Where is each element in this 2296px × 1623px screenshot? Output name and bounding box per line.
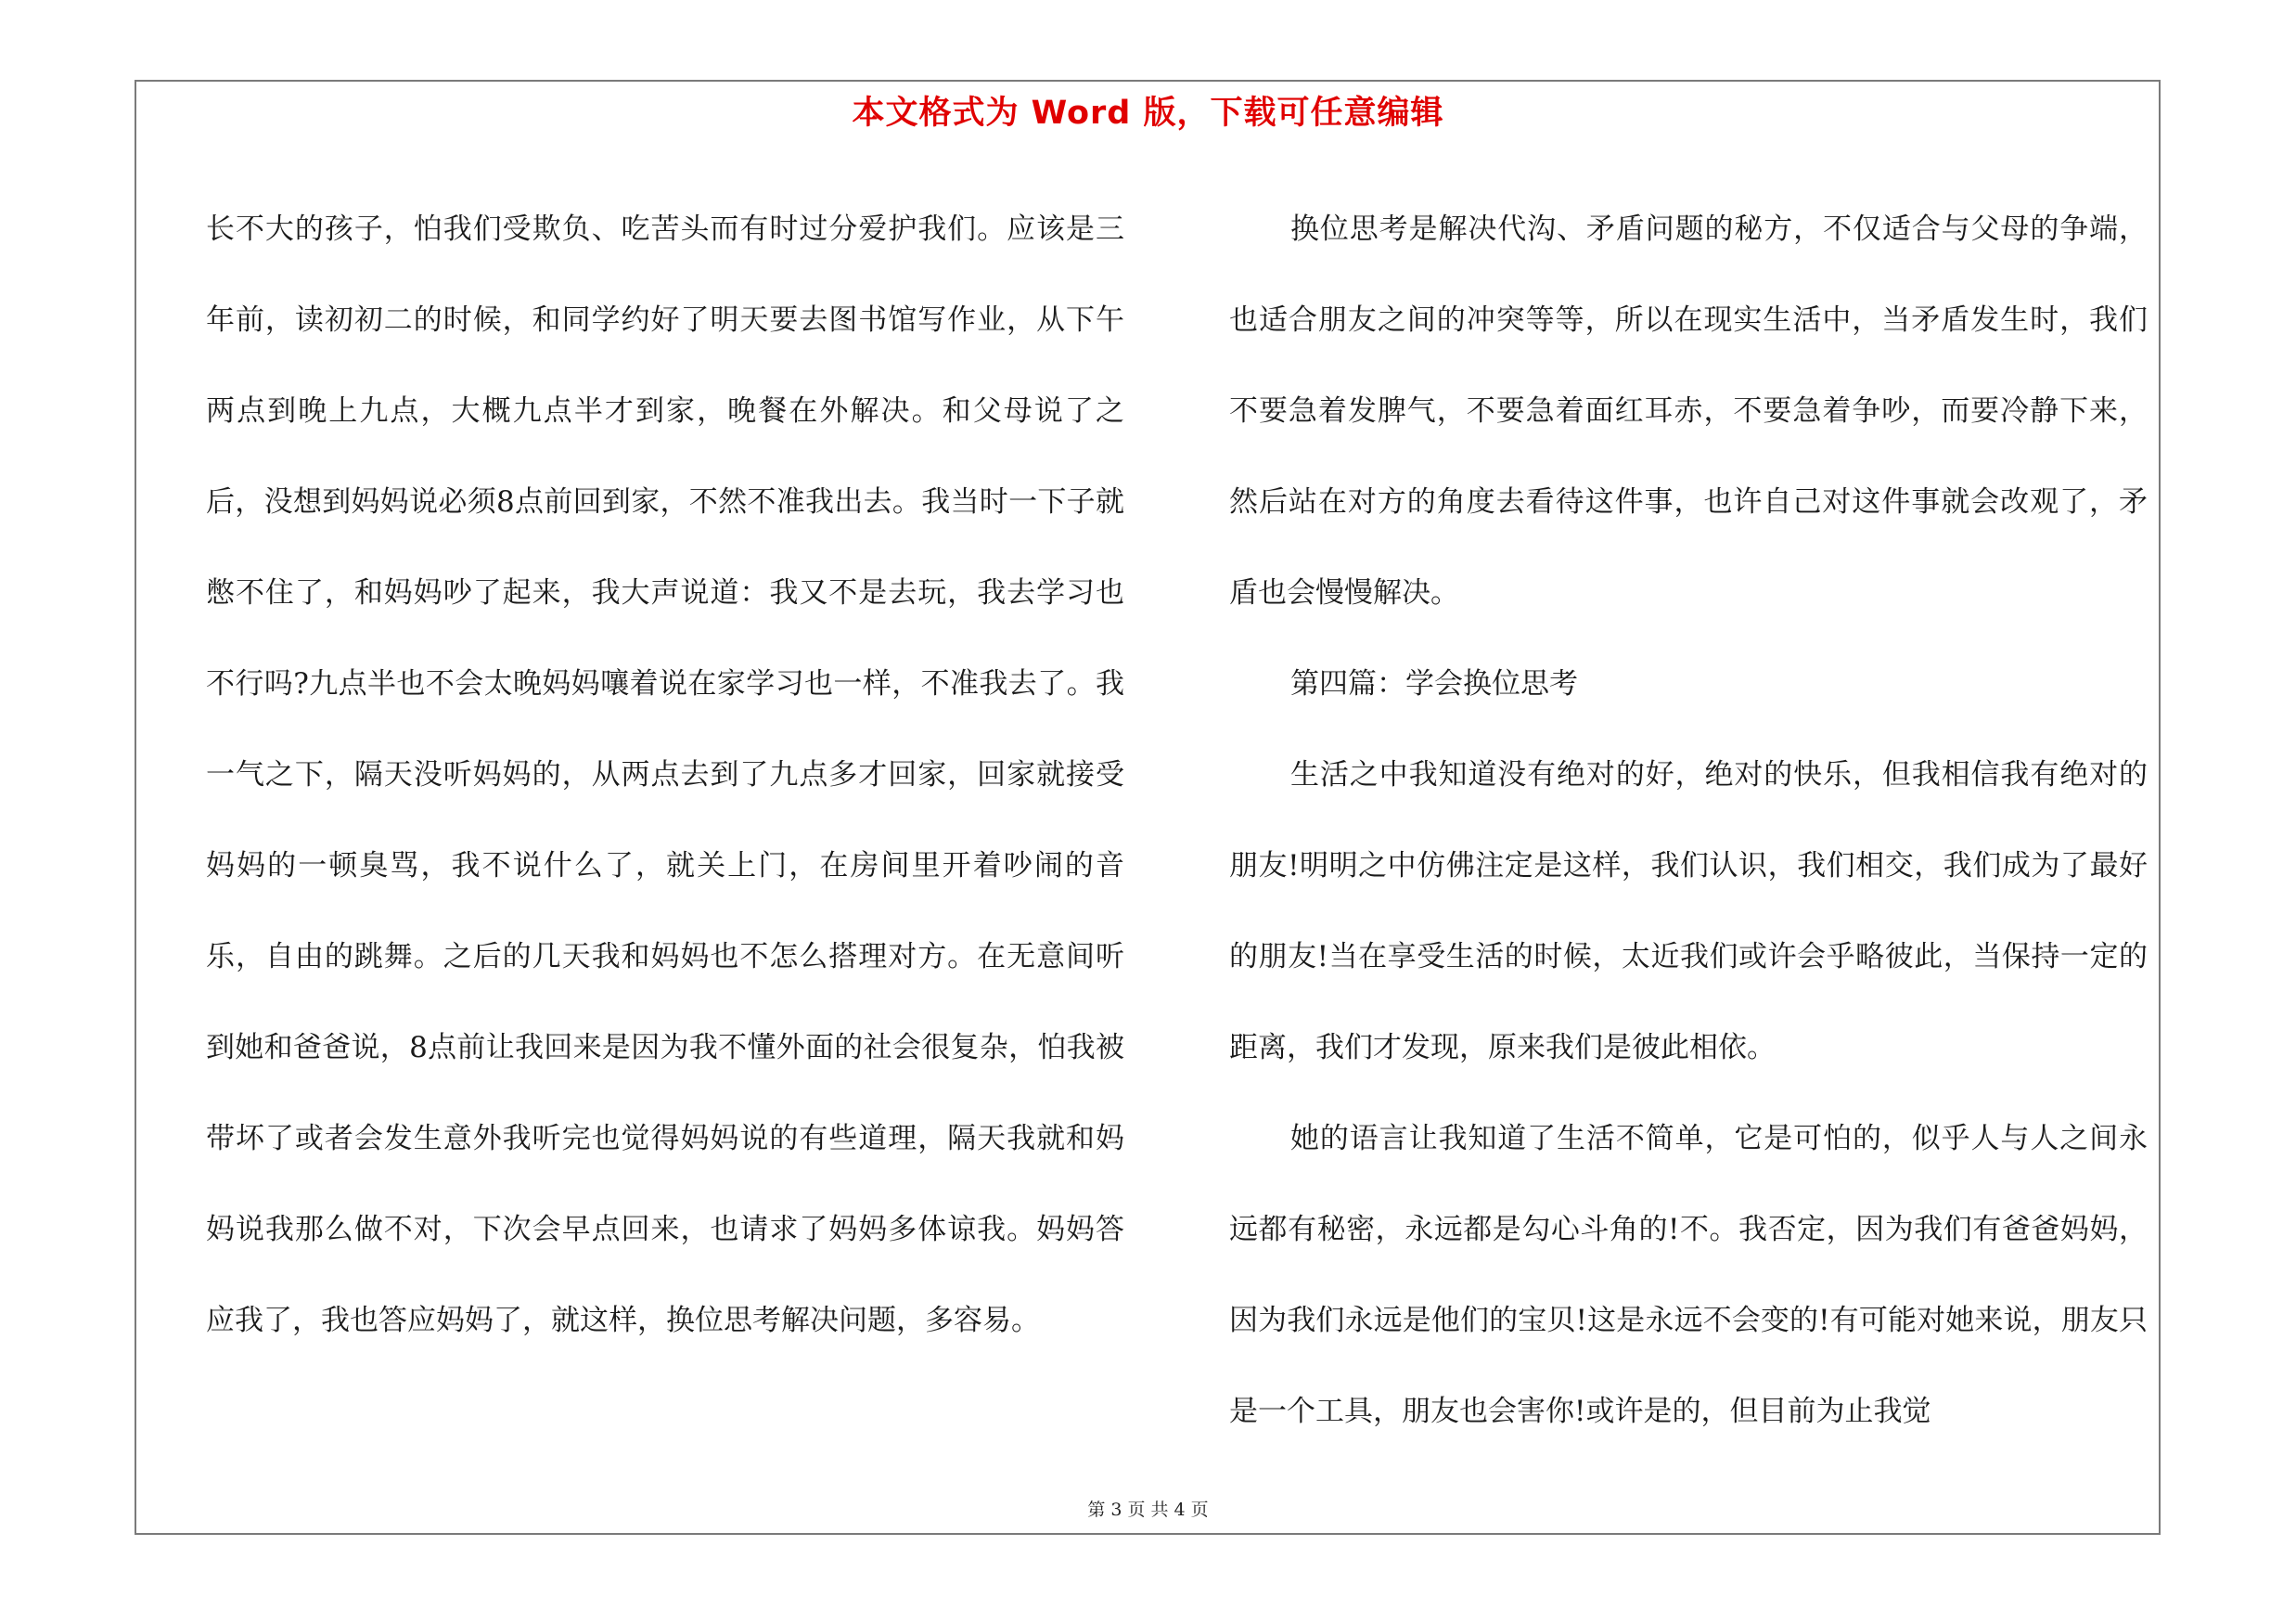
page-footer <box>0 1496 2296 1521</box>
paragraph: 换位思考是解决代沟、矛盾问题的秘方，不仅适合与父母的争端，也适合朋友之间的冲突等等，所以在现实生活中，当矛盾发生时，我们不要急着发脾气，不要急着面红耳赤，不要急着争吵，而要冷静下来，然后站在对方的角度去看待这件事，也许自己对这件事就会改观了，矛盾也会慢慢解决。 <box>1229 213 2148 610</box>
total-pages: 4 <box>1174 1500 1186 1520</box>
left-column <box>206 184 1124 1366</box>
page-number: 3 <box>1110 1500 1122 1520</box>
format-banner: 本文格式为 Word 版，下载可任意编辑 <box>852 95 1444 132</box>
footer-middle: 页 共 <box>1127 1500 1169 1520</box>
paragraph: 长不大的孩子，怕我们受欺负、吃苦头而有时过分爱护我们。应该是三年前，读初初二的时候，和同学约好了明天要去图书馆写作业，从下午两点到晚上九点，大概九点半才到家，晚餐在外解决。和父母说了之后，没想到妈妈说必须8点前回到家，不然不准我出去。我当时一下子就憋不住了，和妈妈吵了起来，我大声说道：我又不是去玩，我去学习也不行吗?九点半也不会太晚妈妈嚷着说在家学习也一样，不准我去了。我一气之下，隔天没听妈妈的，从两点去到了九点多才回家，回家就接受妈妈的一顿臭骂，我不说什么了，就关上门，在房间里开着吵闹的音乐，自由的跳舞。之后的几天我和妈妈也不怎么搭理对方。在无意间听到她和爸爸说，8点前让我回来是因为我不懂外面的社会很复杂，怕我被带坏了或者会发生意外我听完也觉得妈妈说的有些道理，隔天我就和妈妈说我那么做不对，下次会早点回来，也请求了妈妈多体谅我。妈妈答应我了，我也答应妈妈了，就这样，换位思考解决问题，多容易。 <box>206 213 1124 1337</box>
footer-prefix: 第 <box>1087 1500 1106 1520</box>
right-column <box>1229 184 2148 1457</box>
paragraph: 她的语言让我知道了生活不简单，它是可怕的，似乎人与人之间永远都有秘密，永远都是勾心斗角的!不。我否定，因为我们有爸爸妈妈，因为我们永远是他们的宝贝!这是永远不会变的!有可能对她来说，朋友只是一个工具，朋友也会害你!或许是的，但目前为止我觉 <box>1229 1122 2148 1428</box>
paragraph: 生活之中我知道没有绝对的好，绝对的快乐，但我相信我有绝对的朋友!明明之中仿佛注定是这样，我们认识，我们相交，我们成为了最好的朋友!当在享受生活的时候，太近我们或许会乎略彼此，当保持一定的距离，我们才发现，原来我们是彼此相依。 <box>1229 758 2148 1064</box>
section-heading: 第四篇：学会换位思考 <box>1290 667 1578 701</box>
footer-suffix: 页 <box>1190 1500 1209 1520</box>
